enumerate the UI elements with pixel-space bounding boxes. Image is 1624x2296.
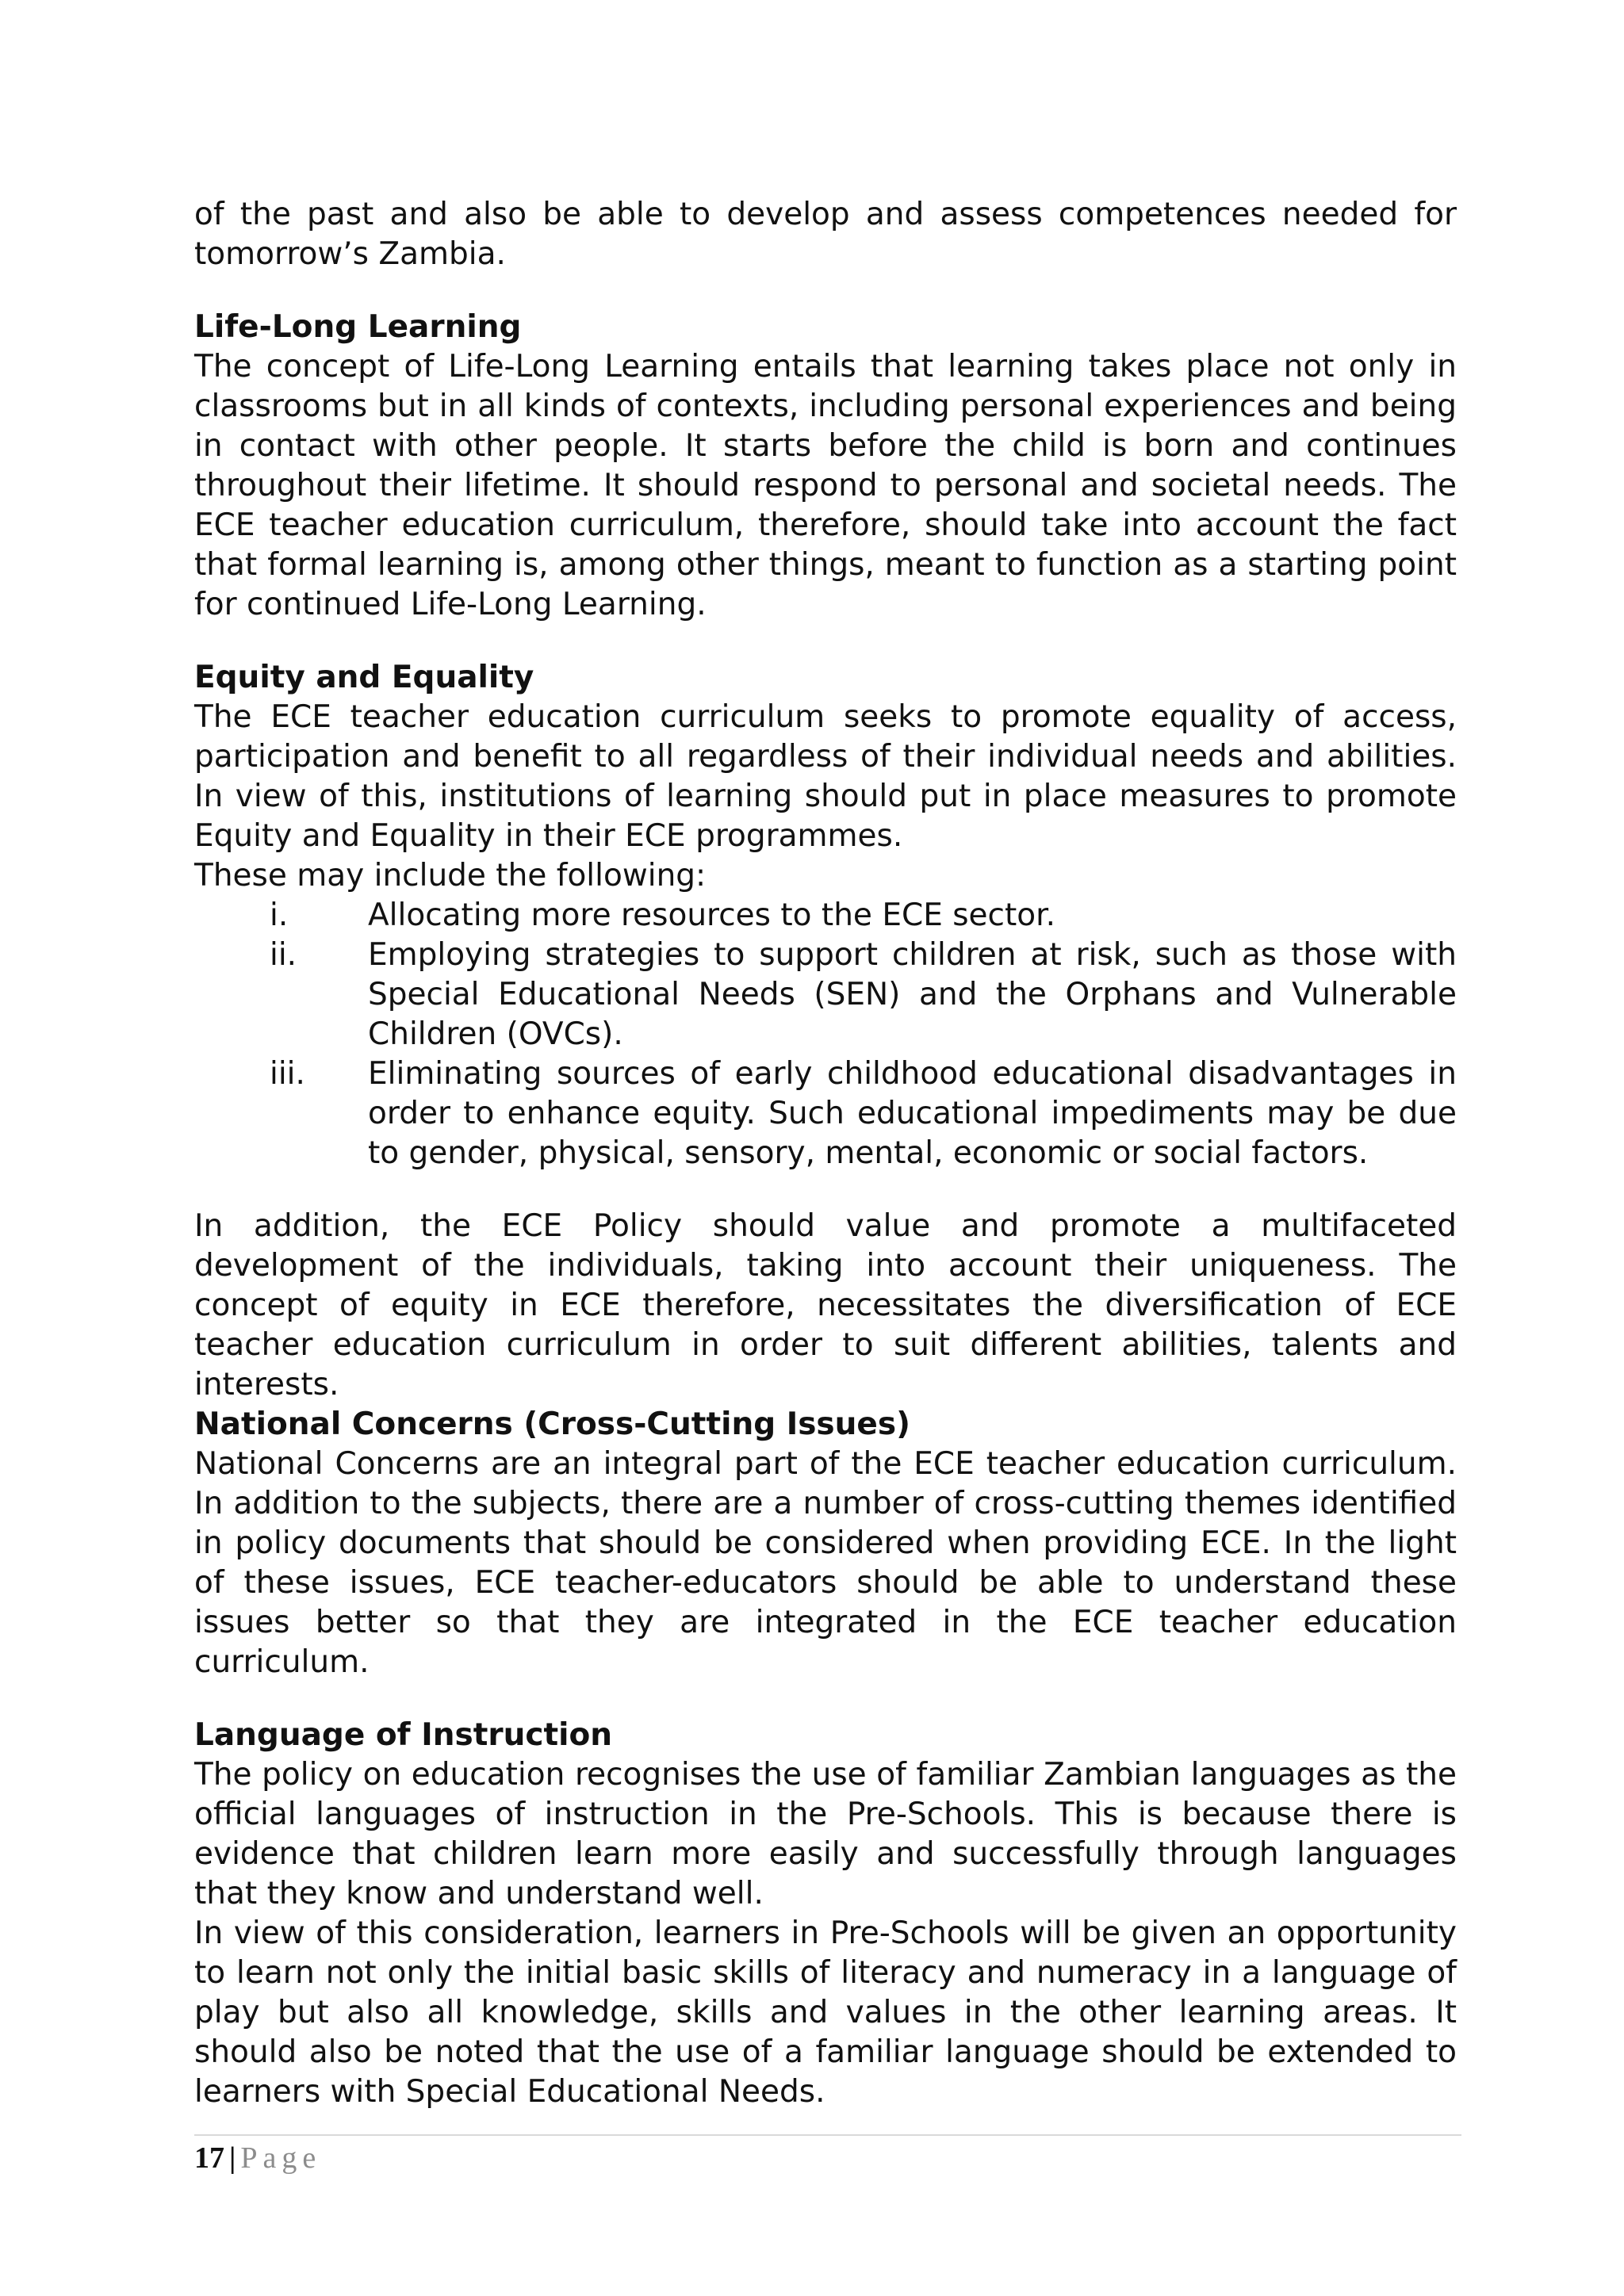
spacer <box>194 274 1457 308</box>
list-item-text: Allocating more resources to the ECE sector. <box>368 897 1055 933</box>
life-long-learning-paragraph: The concept of Life-Long Learning entails that learning takes place not only in classrooms but in all kinds of contexts, including personal experiences and being in contact with other people. It starts before the child is born and continues throughout their lifetime. It should respond to personal and societal needs. The ECE teacher education curriculum, therefore, should take into account the fact that formal learning is, among other things, meant to function as a starting point for continued Life-Long Learning. <box>194 349 1457 622</box>
footer-separator: | <box>229 2141 236 2175</box>
national-concerns-heading: National Concerns (Cross-Cutting Issues) <box>194 1406 910 1442</box>
list-item-number: ii. <box>270 937 297 973</box>
spacer <box>194 1682 1457 1716</box>
page-footer <box>194 2139 321 2177</box>
list-item-number: i. <box>270 897 289 933</box>
national-concerns-paragraph: National Concerns are an integral part of the ECE teacher education curriculum. In addition to the subjects, there are a number of cross-cutting themes identified in policy documents that should be considered when providing ECE. In the light of these issues, ECE teacher-educators should be able to understand these issues better so that they are integrated in the ECE teacher education curriculum. <box>194 1446 1457 1680</box>
document-body <box>194 195 1457 2112</box>
page-number: 17 <box>194 2141 224 2175</box>
language-paragraph-1: The policy on education recognises the use of familiar Zambian languages as the official languages of instruction in the Pre-Schools. This is because there is evidence that children learn more easily and successfully through languages that they know and understand well. <box>194 1757 1457 1911</box>
list-item <box>194 936 1457 1054</box>
page-label: Page <box>240 2141 322 2175</box>
language-paragraph-2: In view of this consideration, learners in Pre-Schools will be given an opportunity to learn not only the initial basic skills of literacy and numeracy in a language of play but also all knowledge, skills and values in the other learning areas. It should also be noted that the use of a familiar language should be extended to learners with Special Educational Needs. <box>194 1915 1457 2110</box>
list-item <box>194 896 1457 936</box>
equity-measures-list <box>194 896 1457 1173</box>
equity-equality-heading: Equity and Equality <box>194 660 534 695</box>
footer-divider <box>194 2134 1461 2136</box>
language-of-instruction-heading: Language of Instruction <box>194 1717 613 1753</box>
spacer <box>194 625 1457 658</box>
list-item-text: Employing strategies to support children at risk, such as those with Special Educational Needs (SEN) and the Orphans and Vulnerable Children (OVCs). <box>368 937 1457 1052</box>
equity-equality-paragraph: The ECE teacher education curriculum seeks to promote equality of access, participation and benefit to all regardless of their individual needs and abilities. In view of this, institutions of learning should put in place measures to promote Equity and Equality in their ECE programmes. <box>194 699 1457 854</box>
intro-paragraph: of the past and also be able to develop and assess competences needed for tomorrow’s Zambia. <box>194 197 1457 272</box>
equity-addition-paragraph: In addition, the ECE Policy should value and promote a multifaceted development of the individuals, taking into account their uniqueness. The concept of equity in ECE therefore, necessitates the diversification of ECE teacher education curriculum in order to suit different abilities, talents and interests. <box>194 1208 1457 1402</box>
life-long-learning-heading: Life-Long Learning <box>194 309 522 345</box>
list-item-text: Eliminating sources of early childhood educational disadvantages in order to enhance equity. Such educational impediments may be due to gender, physical, sensory, mental, economic or social factors. <box>368 1056 1457 1171</box>
spacer <box>194 1173 1457 1207</box>
equity-list-lead: These may include the following: <box>194 858 707 894</box>
list-item-number: iii. <box>270 1056 305 1092</box>
list-item <box>194 1054 1457 1173</box>
